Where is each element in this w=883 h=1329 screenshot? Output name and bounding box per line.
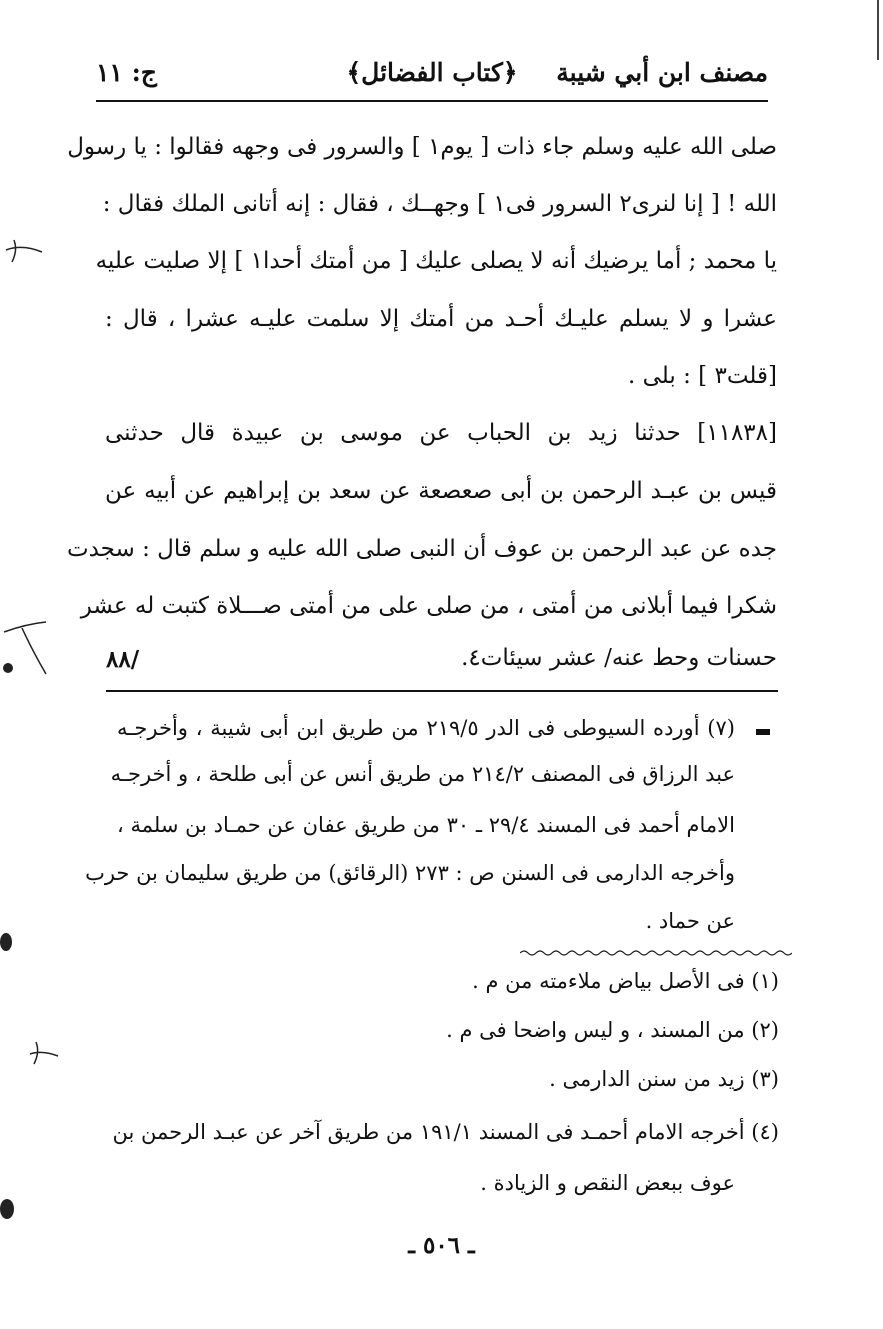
takhrij-line: عبد الرزاق فى المصنف ٢١٤/٢ من طريق أنس عن أبى طلحة ، و أخرجـه <box>110 762 735 786</box>
takhrij-line: (٧) أورده السيوطى فى الدر ٢١٩/٥ من طريق ابن أبى شيبة ، وأخرجـه <box>117 716 735 740</box>
manuscript-page-marker: /٨٨ <box>106 646 140 673</box>
margin-scribble-mark <box>2 616 50 676</box>
hadith-text-line: جده عن عبد الرحمن بن عوف أن النبى صلى الله عليه و سلم قال : سجدت <box>66 536 777 562</box>
hadith-text-line: [١١٨٣٨] حدثنا زيد بن الحباب عن موسى بن عبيدة قال حدثنى <box>105 420 777 446</box>
main-text-line: الله ! [ إنا لنرى٢ السرور فى١ ] وجهــك ، فقال : إنه أتانى الملك فقال : <box>102 191 777 217</box>
page-number: ـ ٥٠٦ ـ <box>408 1232 475 1259</box>
hadith-text-line: حسنات وحط عنه/ عشر سيئات٤. <box>461 645 777 671</box>
main-text-line: [قلت٣ ] : بلى . <box>628 363 777 389</box>
footnote-1: (١) فى الأصل بياض ملاءمته من م . <box>472 969 779 993</box>
scan-edge-line <box>877 0 879 60</box>
hadith-text-line: قيس بن عبـد الرحمن بن أبى صعصعة عن سعد بن إبراهيم عن أبيه عن <box>105 478 777 504</box>
text-divider-rule <box>106 690 778 692</box>
margin-blot-mark <box>0 1196 18 1222</box>
footnote-2: (٢) من المسند ، و ليس واضحا فى م . <box>446 1018 779 1042</box>
margin-scribble-mark <box>4 236 44 266</box>
main-text-line: عشرا و لا يسلم عليـك أحـد من أمتك إلا سلمت عليـه عشرا ، قال : <box>105 306 777 332</box>
takhrij-line: عن حماد . <box>645 909 735 933</box>
main-text-line: صلى الله عليه وسلم جاء ذات [ يوم١ ] والسرور فى وجهه فقالوا : يا رسول <box>67 134 777 160</box>
footnote-4-continued: عوف ببعض النقص و الزيادة . <box>480 1171 735 1195</box>
book-title: مصنف ابن أبي شيبة <box>556 58 768 87</box>
footnote-separator <box>520 949 792 957</box>
footnote-3: (٣) زيد من سنن الدارمى . <box>549 1067 779 1091</box>
header-rule <box>96 100 768 102</box>
margin-blot-mark <box>0 930 16 954</box>
chapter-title: ﴿كتاب الفضائل﴾ <box>346 58 518 87</box>
volume-number: ج: ١١ <box>96 58 157 87</box>
margin-scribble-mark <box>28 1040 60 1066</box>
main-text-line: يا محمد ; أما يرضيك أنه لا يصلى عليك [ من أمتك أحدا١ ] إلا صليت عليه <box>95 248 777 274</box>
footnote-4: (٤) أخرجه الامام أحمـد فى المسند ١٩١/١ من طريق آخر عن عبـد الرحمن بن <box>112 1120 779 1144</box>
takhrij-line: وأخرجه الدارمى فى السنن ص : ٢٧٣ (الرقائق) من طريق سليمان بن حرب <box>85 861 735 885</box>
running-header <box>96 52 768 98</box>
hadith-text-line: شكرا فيما أبلانى من أمتى ، من صلى على من أمتى صـــلاة كتبت له عشر <box>80 593 777 619</box>
note-dash-mark <box>756 729 770 735</box>
takhrij-line: الامام أحمد فى المسند ٢٩/٤ ـ ٣٠ من طريق عفان عن حمـاد بن سلمة ، <box>117 813 735 837</box>
